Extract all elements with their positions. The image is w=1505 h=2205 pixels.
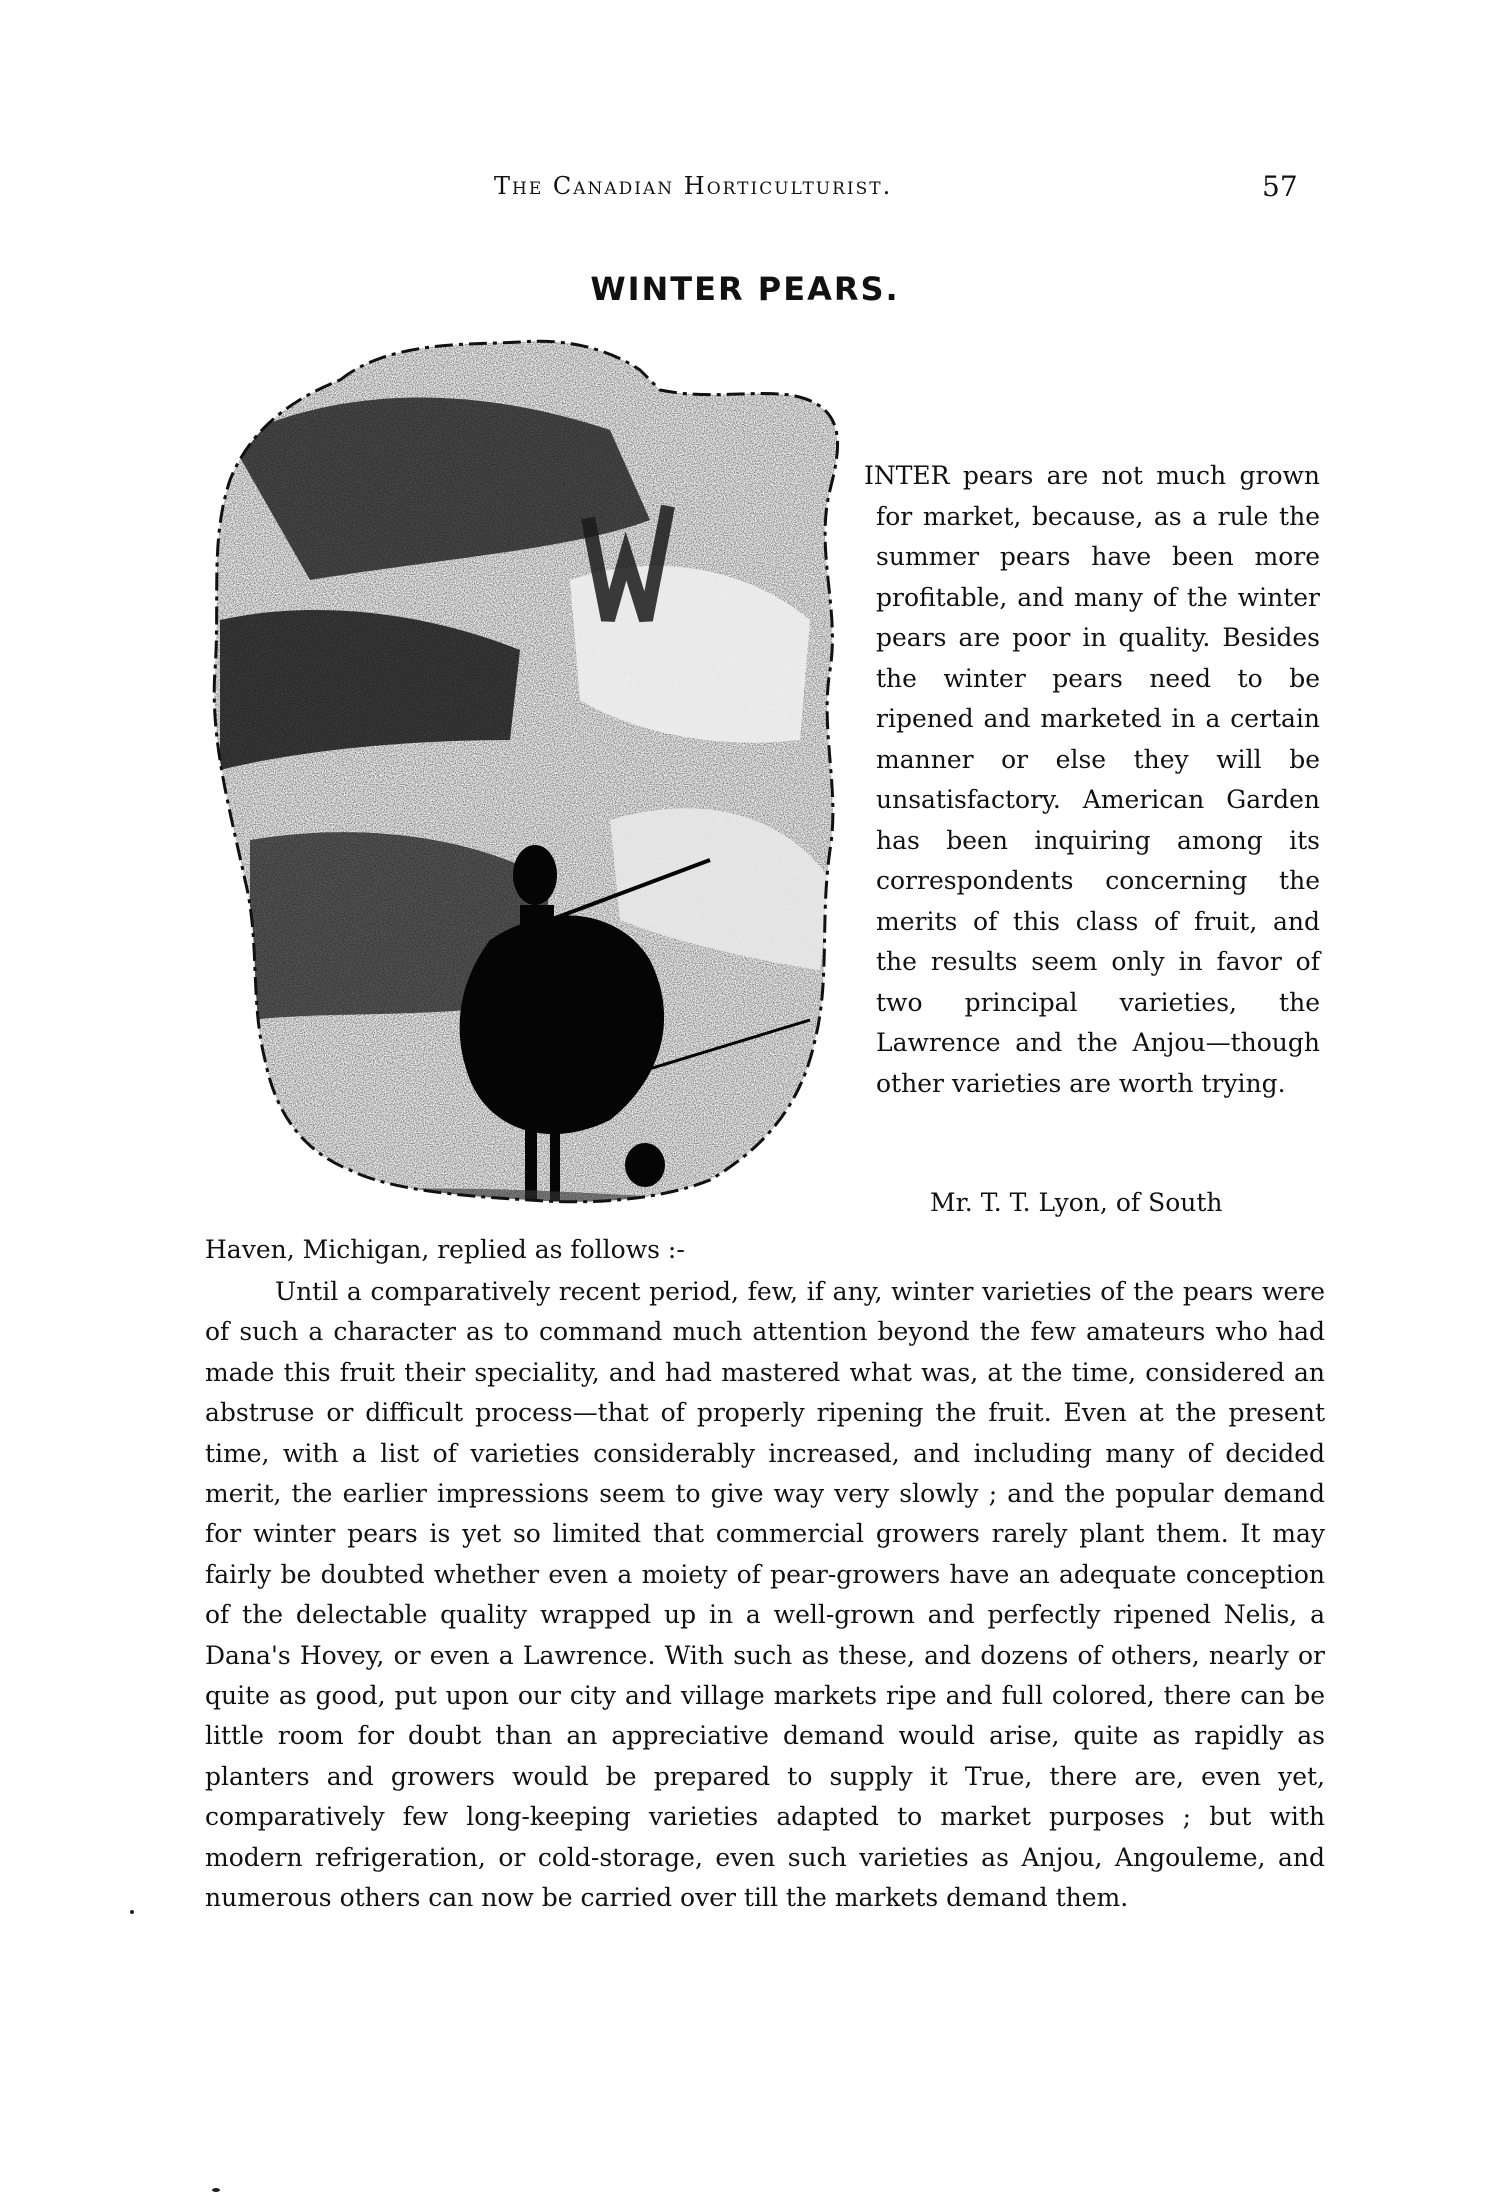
- intro-paragraph: [864, 456, 1320, 1104]
- page-number: 57: [1262, 170, 1298, 203]
- article-title: WINTER PEARS.: [590, 270, 900, 308]
- journal-title: The Canadian Horticulturist.: [494, 172, 893, 200]
- correspondent-line: Mr. T. T. Lyon, of South: [930, 1188, 1223, 1217]
- intro-paragraph-text: INTER pears are not much grown for market, because, as a rule the summer pears have been more profitable, and many of the winter pears are poor in quality. Besides the winter pears need to be ripened and marketed in a certain manner or else they will be unsatisfactory. American Garden has been inquiring among its correspondents concerning the merits of this class of fruit, and the results seem only in favor of two principal varieties, the Lawrence and the Anjou—though other varieties are worth trying.: [864, 461, 1320, 1098]
- body-paragraph: Until a comparatively recent period, few, if any, winter varieties of the pears were of such a character as to command much attention beyond the few amateurs who had made this fruit their speciality, and had mastered what was, at the time, considered an abstruse or difficult process—that of properly ripening the fruit. Even at the present time, with a list of varieties considerably increased, and including many of decided merit, the earlier impressions seem to give way very slowly ; and the popular demand for winter pears is yet so limited that commercial growers rarely plant them. It may fairly be doubted whether even a moiety of pear-growers have an adequate conception of the delectable quality wrapped up in a well-grown and perfectly ripened Nelis, a Dana's Hovey, or even a Lawrence. With such as these, and dozens of others, nearly or quite as good, put upon our city and village markets ripe and full colored, there can be little room for doubt than an appreciative demand would arise, quite as rapidly as planters and growers would be prepared to supply it True, there are, even yet, comparatively few long-keeping varieties adapted to market purposes ; but with modern refrigeration, or cold-storage, even such varieties as Anjou, Angouleme, and numerous others can now be carried over till the markets demand them.: [205, 1277, 1325, 1913]
- winter-scene-illustration: [190, 320, 870, 1220]
- correspondent-continuation: Haven, Michigan, replied as follows :-: [205, 1235, 685, 1264]
- running-head: [0, 172, 1505, 212]
- print-speck: [130, 1910, 134, 1914]
- print-speck: [212, 2188, 220, 2192]
- illustration-graphic: [190, 320, 870, 1220]
